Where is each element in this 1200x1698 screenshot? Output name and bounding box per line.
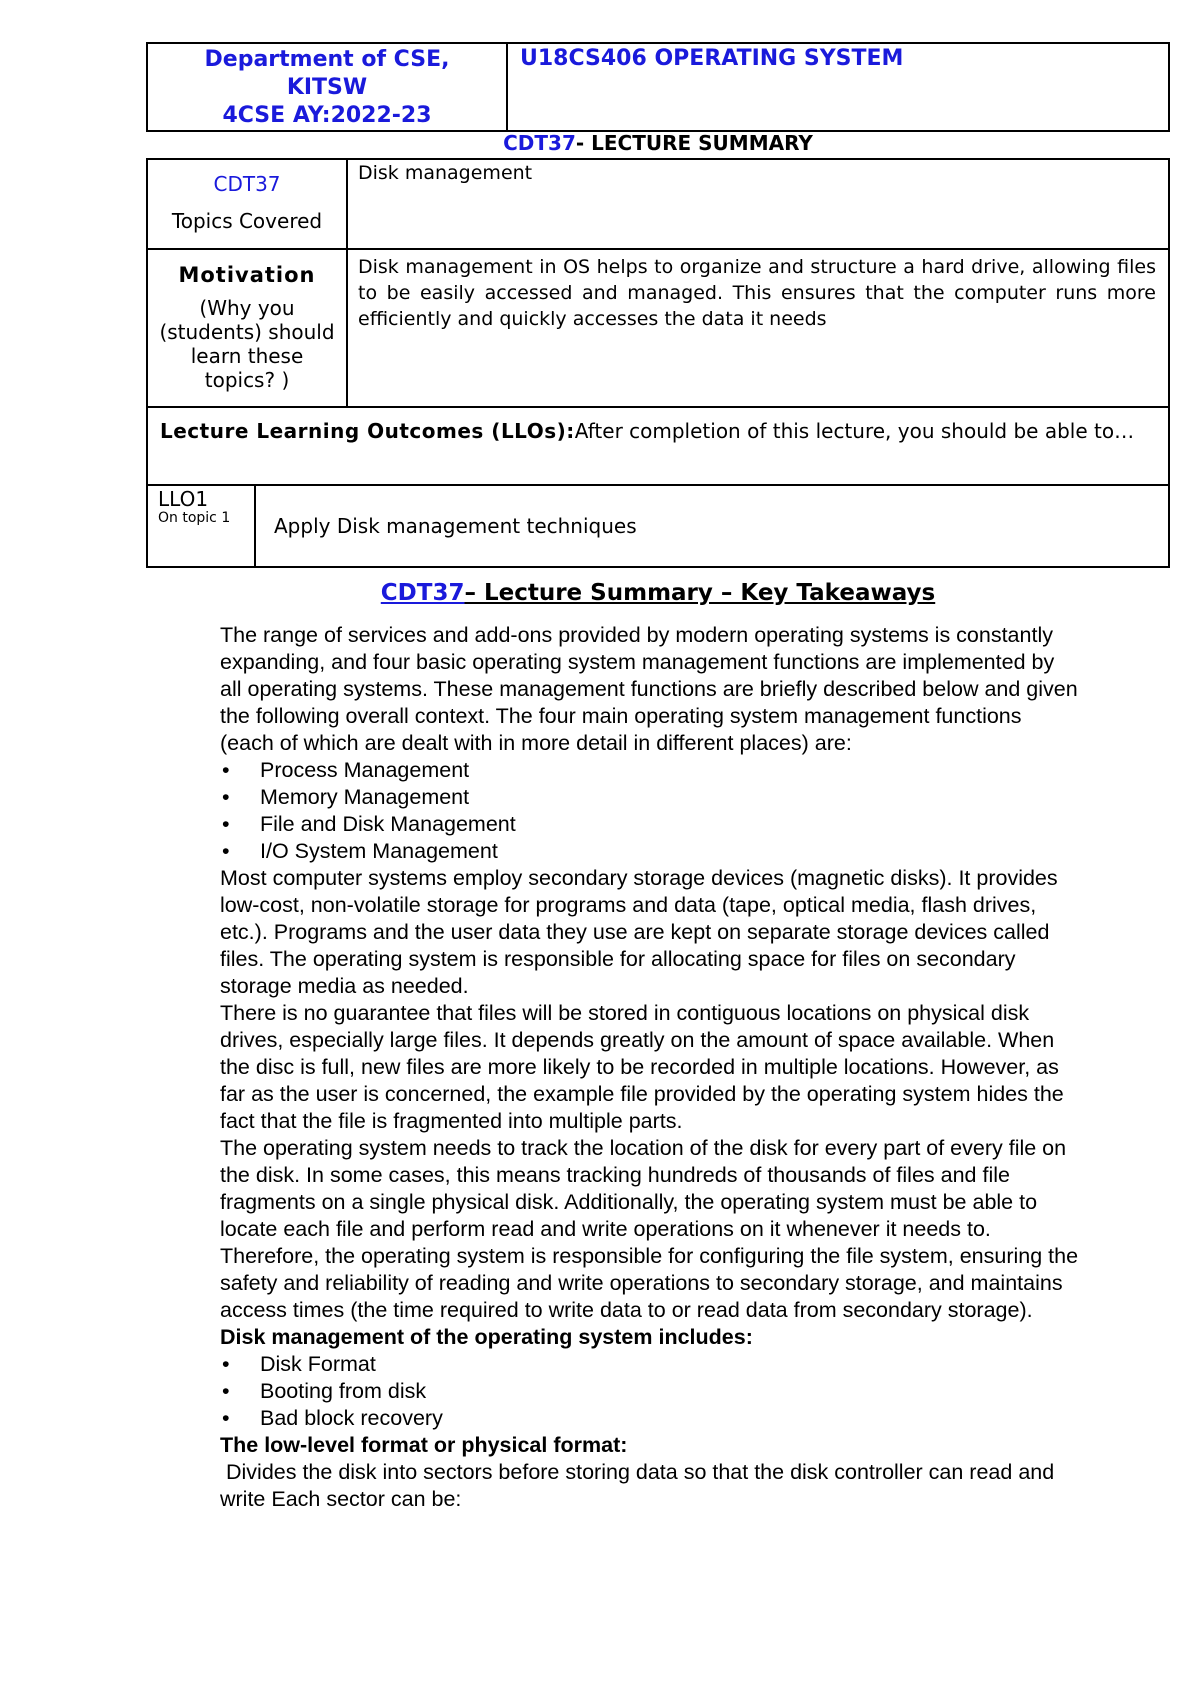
motivation-text: Disk management in OS helps to organize and structure a hard drive, allowing files to be easily accessed and managed. This ensures that the computer runs more efficiently and quickly accesses the data it needs [347,249,1169,407]
llo-intro: After completion of this lecture, you should be able to… [574,419,1135,443]
topics-label-cell [147,159,347,249]
paragraph-secondary-storage: Most computer systems employ secondary storage devices (magnetic disks). It provides low-cost, non-volatile storage for programs and data (tape, optical media, flash drives, etc.). Programs and the user data they use are kept on separate storage devices called files. The operating system is responsible for allocating space for files on secondary storage media as needed. [220,866,1058,998]
course-title: U18CS406 OPERATING SYSTEM [507,43,1169,131]
llo1-label: LLO1 [158,487,209,511]
summary-body [220,622,1080,1513]
key-takeaways-title [146,580,1170,606]
llo1-label-cell [147,485,255,567]
list-item: • File and Disk Management [220,811,1080,838]
paragraph-intro: The range of services and add-ons provided by modern operating systems is constantly expanding, and four basic operating system management functions are implemented by all operating systems. These management functions are briefly described below and given the following overall context. The four main operating system management functions (each of which are dealt with in more detail in different places) are: [220,623,1078,755]
disk-management-heading: Disk management of the operating system includes: [220,1325,753,1349]
lecture-summary-label: - LECTURE SUMMARY [575,131,813,155]
paragraph-low-level-format: Divides the disk into sectors before storing data so that the disk controller can read and write Each sector can be: [220,1460,1061,1511]
list-item: • I/O System Management [220,838,1080,865]
lecture-code: CDT37 [503,131,576,155]
llo1-description: Apply Disk management techniques [255,485,1169,567]
takeaways-code: CDT37 [380,580,465,606]
topics-covered-label: Topics Covered [171,209,323,233]
llo-heading: Lecture Learning Outcomes (LLOs): [160,419,575,443]
llo-cell [147,407,1169,485]
topics-value: Disk management [347,159,1169,249]
paragraph-tracking: The operating system needs to track the location of the disk for every part of every file on the disk. In some cases, this means tracking hundreds of thousands of files and file fragments on a single physical disk. Additionally, the operating system must be able to locate each file and perform read and write operations on it whenever it needs to. Therefore, the operating system is responsible for configuring the file system, ensuring the safety and reliability of reading and write operations to secondary storage, and maintains access times (the time required to write data to or read data from secondary storage). [220,1136,1079,1322]
list-item: • Disk Format [220,1351,1080,1378]
list-item: • Process Management [220,757,1080,784]
lecture-info-table [146,158,1170,486]
disk-management-list [220,1351,1080,1432]
motivation-subtitle: (Why you (students) should learn these topics? ) [159,296,335,392]
motivation-heading: Motivation [178,263,316,287]
department-name: Department of CSE, [204,47,450,72]
department-cell [147,43,507,131]
llo1-topic: On topic 1 [158,510,231,526]
lecture-summary-title [146,130,1170,156]
paragraph-contiguous: There is no guarantee that files will be stored in contiguous locations on physical disk drives, especially large files. It depends greatly on the amount of space available. When the disc is full, new files are more likely to be recorded in multiple locations. However, as far as the user is concerned, the example file provided by the operating system hides the fact that the file is fragmented into multiple parts. [220,1001,1064,1133]
motivation-label-cell [147,249,347,407]
list-item: • Bad block recovery [220,1405,1080,1432]
low-level-format-heading: The low-level format or physical format: [220,1433,628,1457]
list-item: • Memory Management [220,784,1080,811]
llo1-table [146,484,1170,568]
topics-code: CDT37 [213,172,281,196]
institute-name: KITSW [286,75,368,100]
header-table [146,42,1170,132]
takeaways-label: – Lecture Summary – Key Takeaways [464,580,936,606]
academic-year: 4CSE AY:2022-23 [222,103,432,128]
management-functions-list [220,757,1080,865]
list-item: • Booting from disk [220,1378,1080,1405]
